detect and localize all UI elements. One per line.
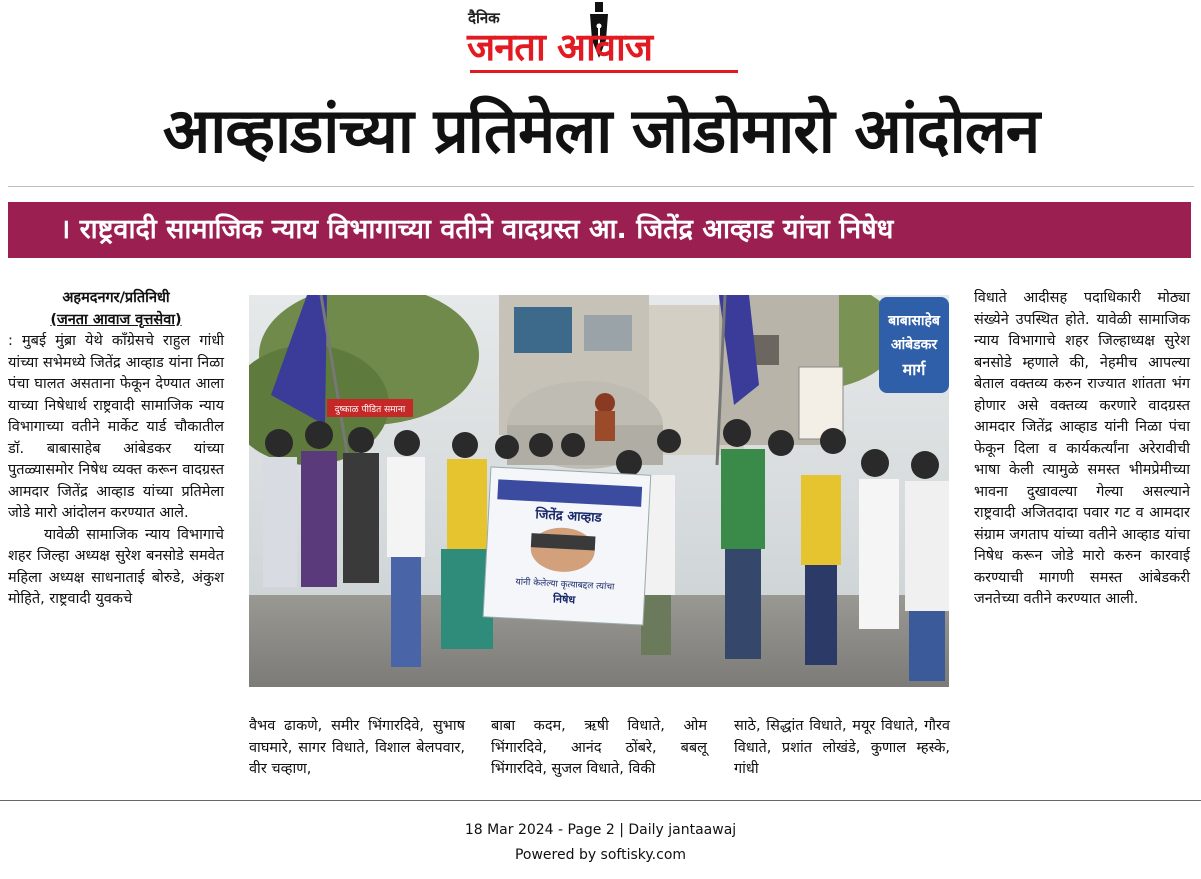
- masthead-underline: [470, 70, 738, 73]
- masthead-small-label: दैनिक: [468, 9, 500, 27]
- sign-line-2: आंबेडकर: [890, 337, 938, 353]
- page-headline: आव्हाडांच्या प्रतिमेला जोडोमारो आंदोलन: [162, 94, 1040, 167]
- banner-line-2: यांनी केलेल्या कृत्याबद्दल त्यांचा: [515, 577, 615, 593]
- article-column-2-text: वैभव ढाकणे, समीर भिंगारदिवे, सुभाष वाघमारे, सागर विधाते, विशाल बेलपवार, वीर चव्हाण,: [249, 718, 465, 777]
- sign-line-1: बाबासाहेब: [888, 313, 940, 329]
- article-paragraph-1: : मुबई मुंब्रा येथे कॉंग्रेसचे राहुल गांधी यांच्या सभेमध्ये जितेंद्र आव्हाड यांना निळा पंचा घालत असताना फेकून देण्यात आला याच्या निषेधार्थ राष्ट्रवादी सामाजिक न्याय विभागाच्या वतीने मार्केट यार्ड चौकातील डॉ. बाबासाहेब आंबेडकर यांच्या पुतळ्यासमोर निषेध व्यक्त करून वादग्रस्त आमदार जितेंद्र आव्हाड यांच्या प्रतिमेला जोडे मारो आंदोलन करण्यात आले.: [8, 333, 224, 521]
- banner-line-1: जितेंद्र आव्हाड: [535, 507, 602, 526]
- article-agency: (जनता आवाज वृत्तसेवा): [50, 311, 182, 328]
- article-column-5: [974, 288, 1190, 611]
- banner-line-3: निषेध: [552, 592, 576, 607]
- protest-photo: [249, 295, 949, 687]
- protest-photo-illustration: [249, 295, 949, 687]
- article-paragraph-2: यावेळी सामाजिक न्याय विभागाचे शहर जिल्हा अध्यक्ष सुरेश बनसोडे समवेत महिला अध्यक्ष साधनाताई बोरुडे, अंकुश मोहिते, राष्ट्रवादी युवकचे: [8, 526, 224, 607]
- road-sign: [879, 297, 949, 393]
- protest-banner: [483, 467, 651, 625]
- article-column-3-text: बाबा कदम, ऋषी विधाते, ओम भिंगारदिवे, आनंद ठोंबरे, बबलू भिंगारदिवे, सुजल विधाते, विकी: [491, 718, 707, 777]
- footer-divider: [0, 800, 1201, 801]
- article-column-1: [8, 288, 224, 611]
- article-column-5-text: विधाते आदीसह पदाधिकारी मोठ्या संख्येने उपस्थित होते. यावेळी सामाजिक न्याय विभागाचे शहर जिल्हाध्यक्ष सुरेश बनसोडे म्हणाले की, नेहमीच आपल्या बेताल वक्तव्य करुन राज्यात शांतता भंग होणार असे वक्तव्य करणारे वादग्रस्त आमदार जितेंद्र आव्हाड यांनी निळा पंचा फेकून दिला व कार्यकर्त्यांना अरेरावीची भाषा केली त्यामुळे समस्त भीमप्रेमीच्या भावना दुखावल्या गेल्या असल्याने राष्ट्रवादी अजितदादा पवार गट व आमदार संग्राम जगताप यांच्या वतीने आव्हाड यांचा निषेध करून जोडे मारो करुन कारवाई करण्याची मागणी समस्त आंबेडकरी जनतेच्या वतीने करण्यात आली.: [974, 290, 1190, 607]
- sign-line-3: मार्ग: [902, 360, 926, 379]
- article-dateline: अहमदनगर/प्रतिनिधी: [62, 290, 170, 306]
- article-column-4-text: साठे, सिद्धांत विधाते, मयूर विधाते, गौरव विधाते, प्रशांत लोखंडे, कुणाल म्हस्के, गांधी: [734, 718, 950, 777]
- headline-rule: [8, 186, 1194, 187]
- masthead-logo: जनता आवाज: [467, 25, 653, 69]
- subheadline-bar: [8, 202, 1191, 258]
- footer-powered-by: Powered by softisky.com: [514, 847, 687, 863]
- masthead: [0, 0, 1201, 80]
- article-column-2: [249, 716, 465, 781]
- footer-date-page: 18 Mar 2024 - Page 2 | Daily jantaawaj: [464, 822, 737, 838]
- subheadline-text: । राष्ट्रवादी सामाजिक न्याय विभागाच्या वतीने वादग्रस्त आ. जितेंद्र आव्हाड यांचा निषेध: [60, 214, 894, 245]
- article-column-3: [491, 716, 707, 781]
- article-column-4: [734, 716, 950, 781]
- board-text: दुष्काळ पीडित समाना: [334, 405, 406, 415]
